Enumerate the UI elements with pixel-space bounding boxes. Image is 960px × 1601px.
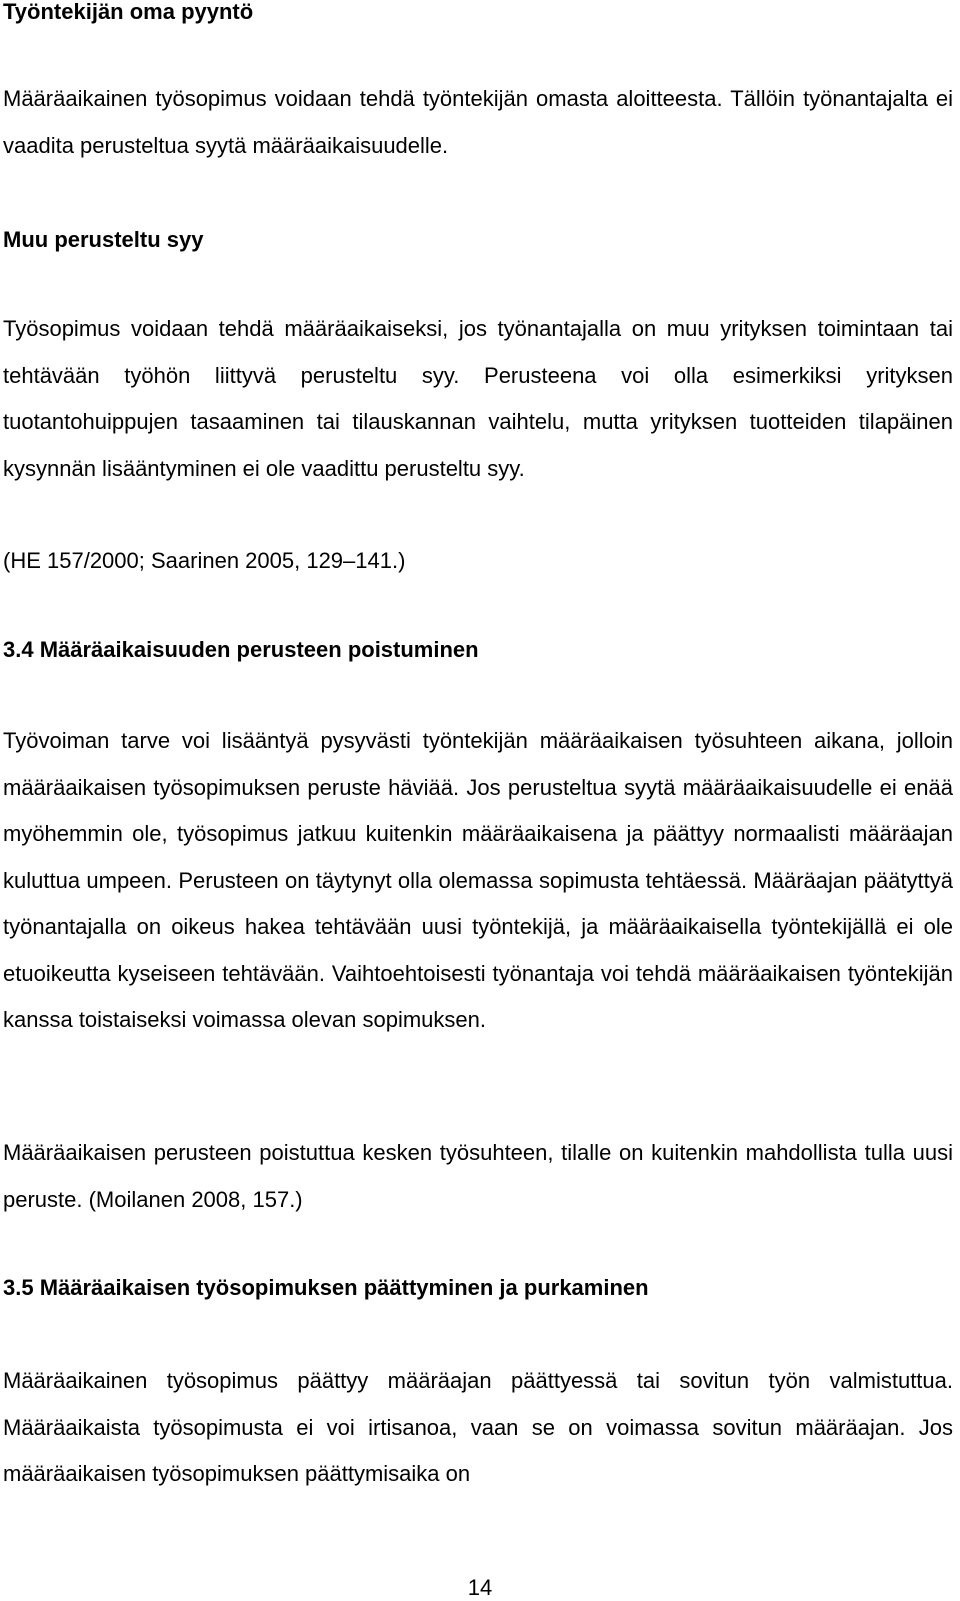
citation-he: (HE 157/2000; Saarinen 2005, 129–141.) [3,548,406,573]
heading-other-reason: Muu perusteltu syy [3,227,204,252]
page-number: 14 [467,1575,493,1600]
heading-employee-request: Työntekijän oma pyyntö [3,0,254,24]
paragraph-other-reason: Työsopimus voidaan tehdä määräaikaiseksi, jos työnantajalla on muu yrityksen toimintaan tai tehtävään työhön liittyvä perusteltu syy. Perusteena voi olla esimerkiksi yrityksen tuotantohuippujen tasaaminen tai tilauskannan vaihtelu, mutta yrityksen tuotteiden tilapäinen kysynnän lisääntyminen ei ole vaadittu perusteltu syy. [3,316,953,481]
paragraph-section-3-4-main: Työvoiman tarve voi lisääntyä pysyvästi työntekijän määräaikaisen työsuhteen aikana, jolloin määräaikaisen työsopimuksen peruste häviää. Jos perusteltua syytä määräaikaisuudelle ei enää myöhemmin ole, työsopimus jatkuu kuitenkin määräaikaisena ja päättyy normaalisti määräajan kuluttua umpeen. Perusteen on täytynyt olla olemassa sopimusta tehtäessä. Määräajan päätyttyä työnantajalla on oikeus hakea tehtävään uusi työntekijä, ja määräaikaisella työntekijällä ei ole etuoikeutta kyseiseen tehtävään. Vaihtoehtoisesti työnantaja voi tehdä määräaikaisen työntekijän kanssa toistaiseksi voimassa olevan sopimuksen. [3,728,953,1032]
paragraph-section-3-4-second: Määräaikaisen perusteen poistuttua kesken työsuhteen, tilalle on kuitenkin mahdollista tulla uusi peruste. (Moilanen 2008, 157.) [3,1140,953,1212]
paragraph-employee-request: Määräaikainen työsopimus voidaan tehdä työntekijän omasta aloitteesta. Tällöin työnantajalta ei vaadita perusteltua syytä määräaikaisuudelle. [3,86,953,158]
paragraph-section-3-5: Määräaikainen työsopimus päättyy määräajan päättyessä tai sovitun työn valmistuttua. Määräaikaista työsopimusta ei voi irtisanoa, vaan se on voimassa sovitun määräajan. Jos määräaikaisen työsopimuksen päättymisaika on [3,1368,953,1486]
heading-section-3-4: 3.4 Määräaikaisuuden perusteen poistuminen [3,637,479,662]
heading-section-3-5: 3.5 Määräaikaisen työsopimuksen päättyminen ja purkaminen [3,1275,649,1300]
